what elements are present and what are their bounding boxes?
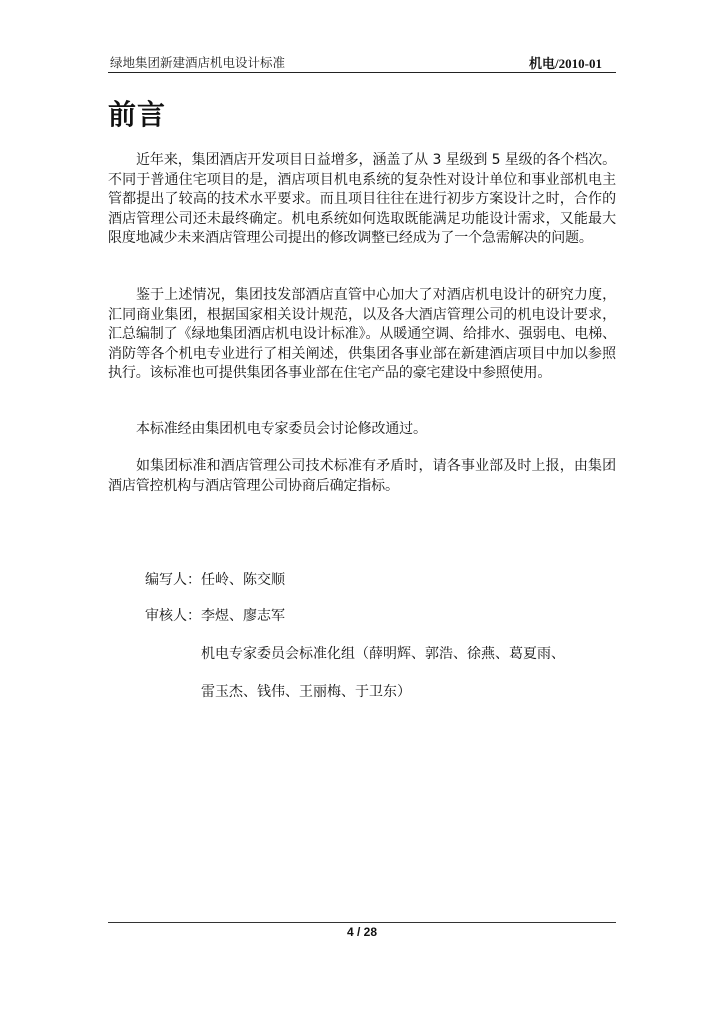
page-number: 4 / 28: [346, 925, 378, 939]
footer-rule: [108, 922, 616, 923]
committee-line-1: 机电专家委员会标准化组（薛明辉、郭浩、徐燕、葛夏雨、: [201, 646, 565, 662]
paragraph-4: 如集团标准和酒店管理公司技术标准有矛盾时，请各事业部及时上报，由集团酒店管控机构与酒店管理公司协商后确定指标。: [108, 458, 616, 494]
reviewer-line: 审核人：李煜、廖志军: [145, 608, 285, 624]
document-code-header: 机电/2010-01: [529, 56, 602, 71]
committee-line-2: 雷玉杰、钱伟、王丽梅、于卫东）: [201, 684, 411, 700]
paragraph-3: 本标准经由集团机电专家委员会讨论修改通过。: [136, 421, 427, 437]
author-line: 编写人：任岭、陈交顺: [145, 572, 285, 588]
section-title: 前言: [108, 98, 167, 131]
paragraph-1: 近年来，集团酒店开发项目日益增多，涵盖了从 3 星级到 5 星级的各个档次。不同于普通住宅项目的是，酒店项目机电系统的复杂性对设计单位和事业部机电主管都提出了较高的技术水平要求。而且项目往往在进行初步方案设计之时，合作的酒店管理公司还未最终确定。机电系统如何选取既能满足功能设计需求，又能最大限度地减少未来酒店管理公司提出的修改调整已经成为了一个急需解决的问题。: [108, 152, 616, 246]
paragraph-2: 鉴于上述情况，集团技发部酒店直管中心加大了对酒店机电设计的研究力度，汇同商业集团，根据国家相关设计规范，以及各大酒店管理公司的机电设计要求，汇总编制了《绿地集团酒店机电设计标准》。从暖通空调、给排水、强弱电、电梯、消防等各个机电专业进行了相关阐述，供集团各事业部在新建酒店项目中加以参照执行。该标准也可提供集团各事业部在住宅产品的豪宅建设中参照使用。: [108, 287, 616, 381]
page-header: [108, 50, 616, 73]
document-title-header: 绿地集团新建酒店机电设计标准: [110, 55, 286, 70]
